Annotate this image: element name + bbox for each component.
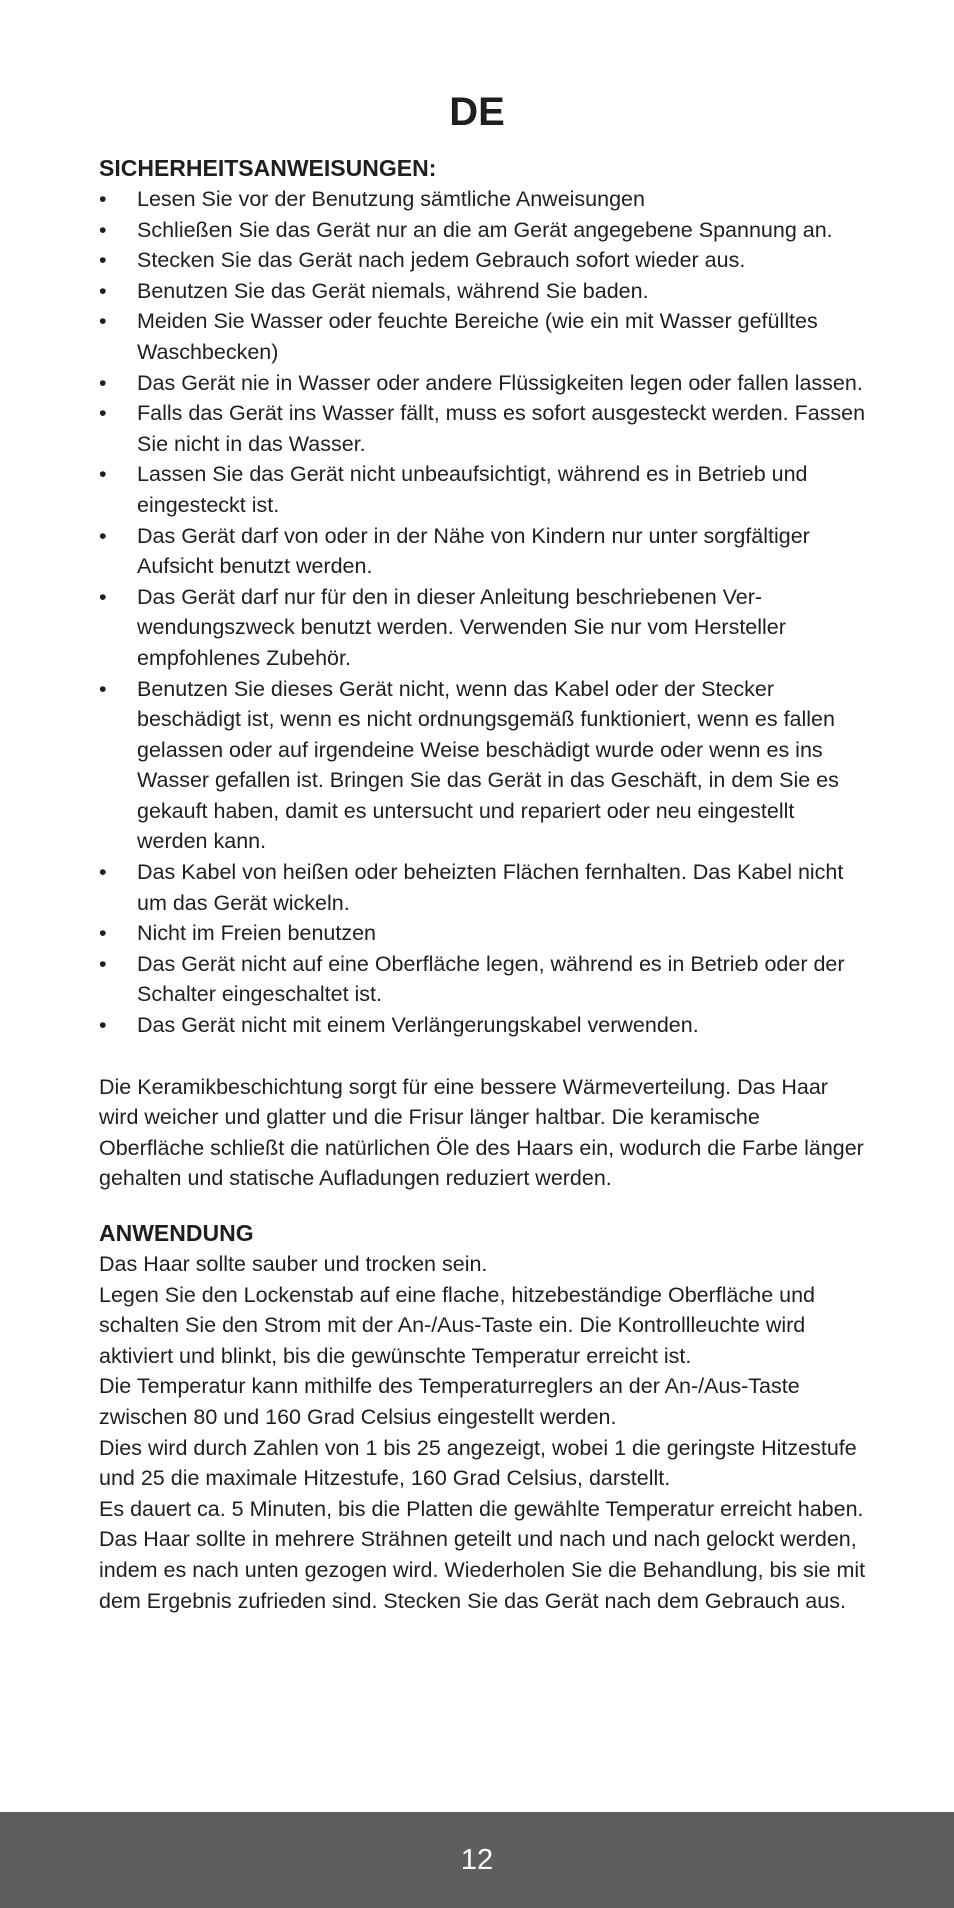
list-item-text: Stecken Sie das Gerät nach jedem Gebrauch sofort wieder aus. — [137, 248, 746, 273]
bullet-icon: • — [99, 187, 107, 211]
usage-paragraph: Legen Sie den Lockenstab auf eine flache, hitzebeständige Oberfläche und schalten Sie den Strom mit der An-/Aus-Taste ein. Die Kontrollleuchte wird aktiviert und blinkt, bis die gewünschte Temperatur erreicht ist. — [99, 1282, 815, 1368]
ceramic-paragraph: Die Keramikbeschichtung sorgt für eine bessere Wärmeverteilung. Das Haar wird weicher und glatter und die Frisur länger haltbar. Die keramische Oberfläche schließt die natürlichen Öle des Haars ein, wodurch die Farbe länger gehalten und statische Aufladungen reduziert werden. — [99, 1074, 864, 1191]
list-item — [99, 918, 869, 949]
list-item-text: Benutzen Sie dieses Gerät nicht, wenn das Kabel oder der Stecker beschädigt ist, wenn es nicht ordnungsgemäß funktioniert, wenn es fallen gelassen oder auf irgendeine Weise beschädigt wurde oder wenn es ins Wasser gefallen ist. Bringen Sie das Gerät in das Geschäft, in dem Sie es gekauft haben, damit es untersucht und repariert oder neu eingestellt werden kann. — [137, 676, 839, 854]
list-item — [99, 398, 869, 459]
list-item — [99, 582, 869, 674]
usage-paragraph: Dies wird durch Zahlen von 1 bis 25 angezeigt, wobei 1 die geringste Hitzestufe und 25 die maximale Hitzestufe, 160 Grad Celsius, darstellt. — [99, 1435, 857, 1491]
list-item-text: Lesen Sie vor der Benutzung sämtliche Anweisungen — [137, 187, 645, 211]
list-item-text: Falls das Gerät ins Wasser fällt, muss es sofort ausgesteckt werden. Fassen Sie nicht in das Wasser. — [137, 401, 866, 456]
bullet-icon: • — [99, 1013, 107, 1038]
list-item-text: Das Gerät nicht auf eine Oberfläche legen, während es in Betrieb oder der Schalter eingeschaltet ist. — [137, 951, 845, 1007]
list-item-text: Nicht im Freien benutzen — [137, 921, 376, 946]
safety-list — [99, 184, 869, 1041]
list-item — [99, 674, 869, 858]
bullet-icon: • — [99, 523, 107, 548]
bullet-icon: • — [99, 584, 107, 609]
usage-heading: ANWENDUNG — [99, 1220, 254, 1246]
bullet-icon: • — [99, 401, 107, 426]
list-item — [99, 215, 869, 246]
list-item — [99, 949, 869, 1010]
usage-paragraph: Das Haar sollte sauber und trocken sein. — [99, 1252, 488, 1276]
bullet-icon: • — [99, 370, 107, 395]
bullet-icon: • — [99, 462, 107, 487]
list-item — [99, 368, 869, 399]
list-item-text: Das Kabel von heißen oder beheizten Flächen fernhalten. Das Kabel nicht um das Gerät wickeln. — [137, 860, 844, 915]
list-item-text: Meiden Sie Wasser oder feuchte Bereiche (wie ein mit Wasser gefülltes Waschbecken) — [137, 309, 818, 364]
page-number: 12 — [460, 1844, 494, 1876]
bullet-icon: • — [99, 278, 107, 303]
list-item — [99, 306, 869, 367]
list-item-text: Lassen Sie das Gerät nicht unbeaufsichtigt, während es in Betrieb und eingesteckt ist. — [137, 462, 808, 517]
list-item-text: Das Gerät darf nur für den in dieser Anleitung beschriebenen Verwendungszweck benutzt werden. Verwenden Sie nur vom Hersteller empfohlenes Zubehör. — [137, 584, 786, 670]
list-item — [99, 857, 869, 918]
list-item-text: Das Gerät nicht mit einem Verlängerungskabel verwenden. — [137, 1013, 699, 1038]
bullet-icon: • — [99, 248, 107, 273]
usage-paragraph: Das Haar sollte in mehrere Strähnen geteilt und nach und nach gelockt werden, indem es nach unten gezogen wird. Wiederholen Sie die Behandlung, bis sie mit dem Ergebnis zufrieden sind. Stecken Sie das Gerät nach dem Gebrauch aus. — [99, 1527, 866, 1613]
list-item — [99, 184, 869, 215]
list-item — [99, 459, 869, 520]
language-title: DE — [449, 90, 505, 134]
bullet-icon: • — [99, 217, 107, 242]
bullet-icon: • — [99, 309, 107, 334]
page-footer — [0, 1812, 954, 1908]
safety-heading: SICHERHEITSANWEISUNGEN: — [99, 155, 437, 181]
list-item-text: Das Gerät darf von oder in der Nähe von Kindern nur unter sorgfältiger Aufsicht benutzt werden. — [137, 523, 810, 579]
bullet-icon: • — [99, 951, 107, 976]
list-item-text: Schließen Sie das Gerät nur an die am Gerät angegebene Spannung an. — [137, 217, 833, 242]
usage-paragraph: Die Temperatur kann mithilfe des Temperaturreglers an der An-/Aus-Taste zwischen 80 und 160 Grad Celsius eingestellt werden. — [99, 1374, 800, 1429]
usage-paragraph: Es dauert ca. 5 Minuten, bis die Platten die gewählte Temperatur erreicht haben. — [99, 1496, 864, 1521]
list-item — [99, 1010, 869, 1041]
list-item — [99, 276, 869, 307]
bullet-icon: • — [99, 860, 107, 885]
list-item — [99, 521, 869, 582]
list-item-text: Benutzen Sie das Gerät niemals, während Sie baden. — [137, 278, 649, 303]
list-item — [99, 245, 869, 276]
page-content — [99, 152, 869, 1616]
bullet-icon: • — [99, 921, 107, 946]
bullet-icon: • — [99, 676, 107, 701]
list-item-text: Das Gerät nie in Wasser oder andere Flüssigkeiten legen oder fallen lassen. — [137, 370, 863, 395]
